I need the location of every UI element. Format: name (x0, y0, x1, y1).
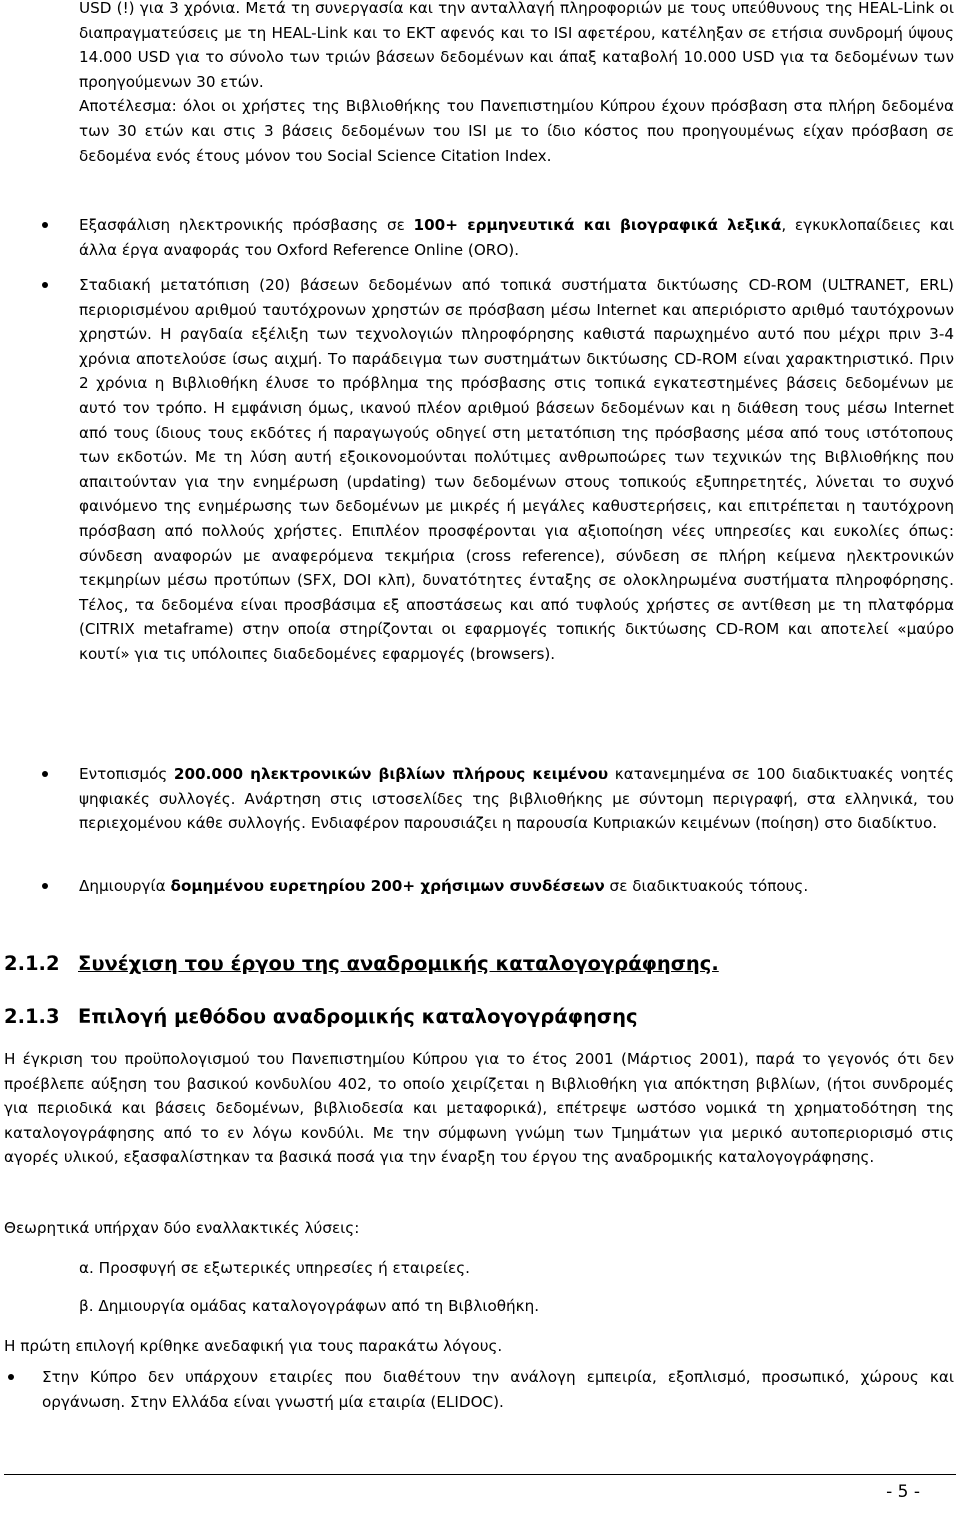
bullet-icon (8, 1374, 14, 1380)
section-heading-2-1-3 (4, 1005, 638, 1028)
alternatives-intro: Θεωρητικά υπήρχαν δύο εναλλακτικές λύσεις: (4, 1219, 360, 1237)
section-title: Επιλογή μεθόδου αναδρομικής καταλογογράφησης (78, 1005, 638, 1028)
option-b: β. Δημιουργία ομάδας καταλογογράφων από τη Βιβλιοθήκη. (79, 1297, 540, 1315)
bullet-icon (42, 883, 48, 889)
section-number: 2.1.2 (4, 952, 60, 975)
list-item-text: Εξασφάλιση ηλεκτρονικής πρόσβασης σε 100+ ερμηνευτικά και βιογραφικά λεξικά, εγκυκλοπαίδειες και άλλα έργα αναφοράς του Oxford Reference Online (ORO). (79, 216, 954, 259)
paragraph-text: Η έγκριση του προϋπολογισμού του Πανεπιστημίου Κύπρου για το έτος 2001 (Μάρτιος 2001), παρά το γεγονός ότι δεν προέβλεπε αύξηση του βασικού κονδυλίου 402, το οποίο χειρίζεται η Βιβλιοθήκη για απόκτηση βιβλίων, (ήτοι συνδρομές για περιοδικά και βάσεις δεδομένων, βιβλιοδεσία και μεταφορικά), επέτρεψε ωστόσο νομικά τη χρηματοδότηση της καταλογογράφησης από το εν λόγω κονδύλι. Με την σύμφωνη γνώμη των Τμημάτων για μερικό αυτοπεριορισμό στις αγορές υλικού, εξασφαλίστηκαν τα βασικά ποσά για την έναρξη του έργου της αναδρομικής καταλογογράφησης. (4, 1050, 954, 1167)
footer-divider (4, 1474, 956, 1475)
first-option-note: Η πρώτη επιλογή κρίθηκε ανεδαφική για τους παρακάτω λόγους. (4, 1337, 503, 1355)
bullet-icon (42, 222, 48, 228)
list-item-text: Σταδιακή μετατόπιση (20) βάσεων δεδομένων από τοπικά συστήματα δικτύωσης CD-ROM (ULTRANET, ERL) περιορισμένου αριθμού ταυτόχρονων χρηστών σε πρόσβαση μέσω Internet και απεριόριστο αριθμό ταυτόχρονων χρηστών. Η ραγδαία εξέλιξη των τεχνολογιών πληροφόρησης καθιστά παρωχημένο αυτό που μέχρι πριν 3-4 χρόνια αποτελούσε ίσως αιχμή. Το παράδειγμα των συστημάτων δικτύωσης CD-ROM είναι χαρακτηριστικό. Πριν 2 χρόνια η Βιβλιοθήκη έλυσε το πρόβλημα της πρόσβασης στις τοπικά εγκατεστημένες βάσεις δεδομένων με αυτό τον τρόπο. Η εμφάνιση όμως, ικανού πλέον αριθμού βάσεων δεδομένων και η διάθεση τους μέσω Internet από τους ίδιους τους εκδότες ή παραγωγούς οδηγεί στη μετατόπιση της πρόσβασης μέσα από τους ιστότοπους των εκδοτών. Με τη λύση αυτή εξοικονομούνται πολύτιμες ανθρωποώρες των τεχνικών της Βιβλιοθήκης που απαιτούνταν για την ενημέρωση (updating) των δεδομένων στους τοπικούς εξυπηρετητές, λύνεται το συχνό φαινόμενο της ενημέρωσης των δεδομένων με μικρές ή μεγάλες καθυστερήσεις, και επιτρέπεται η ταυτόχρονη πρόσβαση από πολλούς χρήστες. Επιπλέον προσφέρονται για αξιοποίηση νέες υπηρεσίες και ευκολίες όπως: σύνδεση αναφορών με αναφερόμενα τεκμήρια (cross reference), σύνδεση σε πλήρη κείμενα ηλεκτρονικών τεκμηρίων μέσω προτύπων (SFX, DOI κλπ), δυνατότητες ένταξης σε ολοκληρωμένα συστήματα πληροφόρησης. Τέλος, τα δεδομένα είναι προσβάσιμα εξ αποστάσεως και από τυφλούς χρήστες σε αντίθεση με τη πλατφόρμα (CITRIX metaframe) στην οποία στηρίζονται οι εφαρμογές τοπικής δικτύωσης CD-ROM και αποτελεί «μαύρο κουτί» για τις υπόλοιπες διαδεδομένες εφαρμογές (browsers). (79, 276, 954, 663)
section-heading-2-1-2 (4, 952, 719, 975)
continuation-paragraph (79, 0, 954, 168)
section-number: 2.1.3 (4, 1005, 60, 1028)
option-a: α. Προσφυγή σε εξωτερικές υπηρεσίες ή εταιρείες. (79, 1259, 471, 1277)
bullet-icon (42, 771, 48, 777)
paragraph-text: USD (!) για 3 χρόνια. Μετά τη συνεργασία και την ανταλλαγή πληροφοριών με τους υπεύθυνους της HEAL-Link οι διαπραγματεύσεις με τη HEAL-Link και το ΕΚΤ αφενός και το ISI αφετέρου, κατέληξαν σε ετήσια συνδρομή ύψους 14.000 USD για το σύνολο των τριών βάσεων δεδομένων και άπαξ καταβολή 10.000 USD για τα δεδομένων των προηγούμενων 30 ετών. (79, 0, 954, 91)
paragraph-text: Αποτέλεσμα: όλοι οι χρήστες της Βιβλιοθήκης του Πανεπιστημίου Κύπρου έχουν πρόσβαση στα πλήρη δεδομένα των 30 ετών και στις 3 βάσεις δεδομένων του ISI με το ίδιο κόστος που προηγουμένως είχαν πρόσβαση σε δεδομένα ενός έτους μόνον του Social Science Citation Index. (79, 97, 954, 165)
page-number: - 5 - (886, 1482, 920, 1502)
list-item-text: Στην Κύπρο δεν υπάρχουν εταιρίες που διαθέτουν την ανάλογη εμπειρία, εξοπλισμό, προσωπικό, χώρους και οργάνωση. Στην Ελλάδα είναι γνωστή μία εταιρία (ELIDOC). (42, 1368, 954, 1411)
list-item-text: Δημιουργία δομημένου ευρετηρίου 200+ χρήσιμων συνδέσεων σε διαδικτυακούς τόπους. (79, 877, 809, 895)
body-paragraph (4, 1047, 954, 1170)
list-item-text: Εντοπισμός 200.000 ηλεκτρονικών βιβλίων πλήρους κειμένου κατανεμημένα σε 100 διαδικτυακές νοητές ψηφιακές συλλογές. Ανάρτηση στις ιστοσελίδες της βιβλιοθήκης με σύντομη περιγραφή, στα ελληνικά, του περιεχομένου κάθε συλλογής. Ενδιαφέρον παρουσιάζει η παρουσία Κυπριακών κειμένων (ποίηση) στο διαδίκτυο. (79, 765, 954, 833)
section-title: Συνέχιση του έργου της αναδρομικής καταλογογράφησης. (78, 952, 719, 975)
bullet-icon (42, 282, 48, 288)
